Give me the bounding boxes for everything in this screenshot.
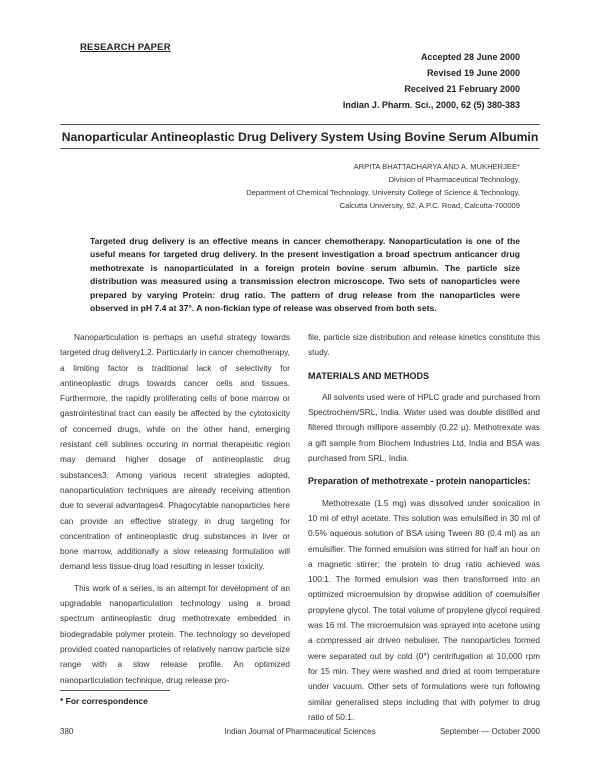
section-heading: MATERIALS AND METHODS bbox=[308, 370, 429, 381]
abstract: Targeted drug delivery is an effective means in cancer chemotherapy. Nanoparticulation is one of the useful means for targeted drug delivery. In the present investigation a broad spectrum anticancer drug methotrexate is nanoparticulated in a foreign protein bovine serum albumin. The particle size distribution was measured using a transmission electron microscope. Two sets of nanoparticles were prepared by varying Protein: drug ratio. The pattern of drug release from the nanoparticles were observed in pH 7.4 at 37°. A non-fickian type of release was observed from both sets. bbox=[90, 236, 520, 314]
affiliation: Department of Chemical Technology, University College of Science & Technology, bbox=[246, 188, 520, 197]
publication-dates bbox=[343, 49, 520, 113]
received-date: Received 21 February 2000 bbox=[404, 84, 520, 94]
affiliation: Calcutta University, 92, A.P.C. Road, Calcutta-700009 bbox=[339, 201, 520, 210]
footnote: * For correspondence bbox=[60, 696, 148, 706]
footer-journal: Indian Journal of Pharmaceutical Sciences bbox=[224, 727, 376, 736]
title-rule-bottom bbox=[60, 148, 540, 149]
author-block bbox=[246, 160, 520, 212]
right-column bbox=[308, 330, 540, 731]
subsection-heading: Preparation of methotrexate - protein nanoparticles: bbox=[308, 476, 531, 487]
revised-date: Revised 19 June 2000 bbox=[426, 68, 520, 78]
footer-date: September — October 2000 bbox=[439, 727, 540, 736]
paragraph: Methotrexate (1.5 mg) was dissolved under sonication in 10 ml of ethyl acetate. This solution was emulsified in 30 ml of 0.5% aqueous solution of BSA using Tween 80 (0.4 ml) as an emulsifier. The formed emulsion was stirred for half an hour on a magnetic stirrer; the protein to drug ratio achieved was 100:1. The formed emulsion was then transformed into an optimized microemulsion by dropwise addition of coemulsifier propylene glycol. The total volume of propylene glycol required was 16 ml. The microemulsion was sprayed into acetone using a compressed air driven nebuliser. The nanoparticles formed were separated out by cold (0°) centrifugation at 10,000 rpm for 15 min. They were washed and dried at room temperature under vacuum. Other sets of formulations were run following similar generalised steps including that with polymer to drug ratio of 50:1. bbox=[308, 497, 540, 722]
page-number: 380 bbox=[60, 727, 74, 736]
title-rule-top bbox=[60, 124, 540, 125]
affiliation: Division of Pharmaceutical Technology, bbox=[388, 175, 520, 184]
footnote-rule bbox=[60, 690, 170, 691]
section-label: RESEARCH PAPER bbox=[80, 42, 171, 53]
author-names: ARPITA BHATTACHARYA AND A. MUKHERJEE* bbox=[353, 162, 520, 171]
paragraph: This work of a series, is an attempt for development of an upgradable nanoparticulation technology using a broad spectrum antineoplastic drug methotrexate embedded in biodegradable polymer protein. The technology so developed provided coated nanoparticles of relatively narrow particle size range with a slow release profile. An optimized nanoparticulation technique, drug release pro- bbox=[60, 582, 290, 685]
paper-title: Nanoparticular Antineoplastic Drug Delivery System Using Bovine Serum Albumin bbox=[61, 130, 539, 144]
journal-citation: Indian J. Pharm. Sci., 2000, 62 (5) 380-383 bbox=[342, 100, 520, 110]
left-column bbox=[60, 330, 290, 694]
paragraph: Nanoparticulation is perhaps an useful strategy towards targeted drug delivery1,2. Particularly in cancer chemotherapy, a limiting factor is traditional lack of selectivity for antineoplastic drugs towards cancer cells and tissues. Furthermore, the rapidly proliferating cells of bone marrow or gastrointestinal tract can easily be affected by the cytotoxicity of concerned drugs, while on the other hand, emerging resistant cell sublines occuring in normal therapeutic region may demand higher dosage of antineoplastic drug substances3. Among various recent strategies adopted, nanoparticulation techniques are already receiving attention due to several advantages4. Phagocytable nanoparticles here can provide an effective strategy in drug targeting for concentration of antineoplastic drug substances in liver or bone marrow, additionally a slow releasing formulation will demand less tissue-drug load resulting in lesser toxicity. bbox=[60, 332, 290, 572]
paragraph: All solvents used were of HPLC grade and purchased from Spectrochem/SRL, India. Water used was double distilled and filtered through millipore assembly (0.22 µ). Methotrexate was a gift sample from Biochem Industries Ltd, India and BSA was purchased from SRL, India. bbox=[308, 391, 540, 464]
paragraph: file, particle size distribution and release kinetics constitute this study. bbox=[308, 332, 540, 358]
accepted-date: Accepted 28 June 2000 bbox=[420, 52, 520, 62]
